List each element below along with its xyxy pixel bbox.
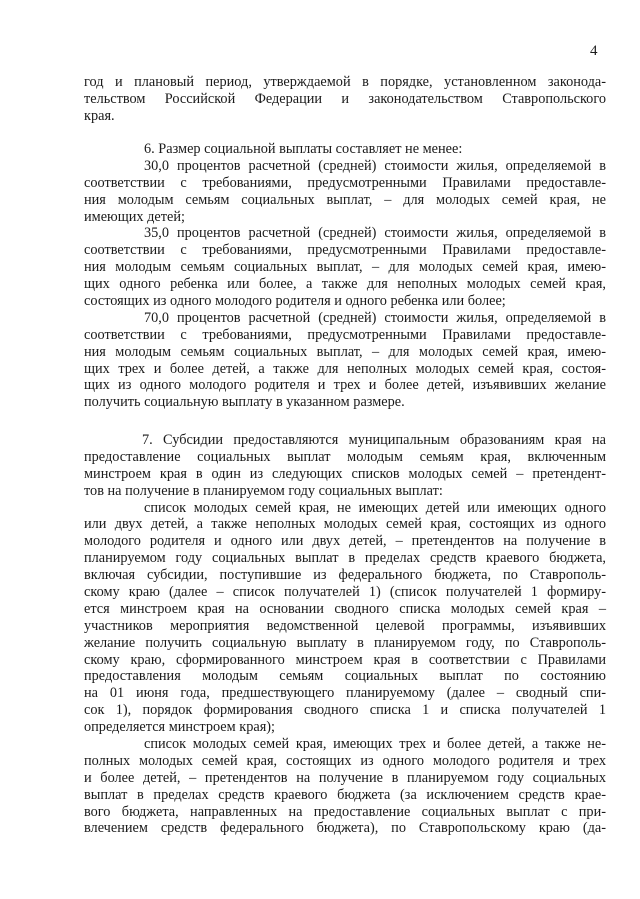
text-line: выплат в пределах средств краевого бюджета (за исключением средств крае- — [84, 786, 606, 803]
text-line: тов на получение в планируемом году социальных выплат: — [84, 482, 443, 499]
text-line: соответствии с требованиями, предусмотренными Правилами предоставле- — [84, 174, 606, 191]
text-line: получить социальную выплату в указанном размере. — [84, 394, 405, 411]
text-line: влечением средств федерального бюджета), по Ставропольскому краю (да- — [84, 820, 606, 837]
text-line: желание получить социальную выплату в планируемом году, по Ставрополь- — [84, 634, 606, 651]
text-line: включая субсидии, поступившие из федерального бюджета, по Ставрополь- — [84, 567, 606, 584]
text-line: участников мероприятия ведомственной целевой программы, изъявивших — [84, 617, 606, 634]
paragraph-continuation — [84, 74, 606, 125]
text-line: сок 1), порядок формирования сводного списка 1 и списка получателей 1 — [84, 702, 606, 719]
text-line: щих из одного молодого родителя и трех и более детей, изъявивших желание — [84, 377, 606, 394]
text-line: список молодых семей края, не имеющих детей или имеющих одного — [144, 499, 606, 516]
text-line: минстроем края в один из следующих списков молодых семей – претендент- — [84, 465, 606, 482]
text-line: щих одного ребенка или более, а также для неполных молодых семей края, — [84, 276, 606, 293]
section-7 — [84, 432, 606, 837]
text-line: щих трех и более детей, а также для неполных молодых семей края, состоя- — [84, 360, 606, 377]
section-6 — [84, 141, 606, 411]
text-line: год и плановый период, утверждаемой в порядке, установленном законода- — [84, 74, 606, 90]
section-heading: 7. Субсидии предоставляются муниципальным образованиям края на — [142, 432, 606, 448]
text-line: скому краю, сформированного минстроем края в соответствии с Правилами — [84, 651, 606, 668]
text-line: вого бюджета, направленных на предоставление социальных выплат с при- — [84, 803, 606, 820]
text-line: и более детей, – претендентов на получение в планируемом году социальных — [84, 769, 606, 786]
text-line: 35,0 процентов расчетной (средней) стоимости жилья, определяемой в — [144, 225, 606, 242]
text-line: соответствии с требованиями, предусмотренными Правилами предоставле- — [84, 326, 606, 343]
text-line: на 01 июня года, предшествующего планируемому (далее – сводный спи- — [84, 685, 606, 702]
text-line: предоставление социальных выплат молодым семьям края, включенным — [84, 448, 606, 465]
text-line: края. — [84, 107, 115, 124]
page-number: 4 — [590, 43, 598, 59]
text-line: тельством Российской Федерации и законодательством Ставропольского — [84, 90, 606, 107]
text-line: соответствии с требованиями, предусмотренными Правилами предоставле- — [84, 242, 606, 259]
text-line: определяется минстроем края); — [84, 719, 276, 736]
text-line: ния молодым семьям социальных выплат, – для молодых семей края, имею- — [84, 343, 606, 360]
section-heading: 6. Размер социальной выплаты составляет не менее: — [144, 141, 463, 157]
text-line: 30,0 процентов расчетной (средней) стоимости жилья, определяемой в — [144, 157, 606, 174]
text-line: предоставления молодым семьям социальных выплат по состоянию — [84, 668, 606, 685]
text-line: скому краю (далее – список получателей 1) (список получателей 1 формиру- — [84, 584, 606, 601]
text-line: или двух детей, а также неполных молодых семей края, состоящих из одного — [84, 516, 606, 533]
text-line: ется минстроем края на основании сводного списка молодых семей края – — [84, 600, 606, 617]
text-line: планируемом году социальных выплат в пределах средств краевого бюджета, — [84, 550, 606, 567]
text-line: состоящих из одного молодого родителя и одного ребенка или более; — [84, 293, 506, 310]
text-line: имеющих детей; — [84, 208, 185, 225]
text-line: полных молодых семей края, состоящих из одного молодого родителя и трех — [84, 752, 606, 769]
text-line: ния молодым семьям социальных выплат, – для молодых семей края, имею- — [84, 259, 606, 276]
text-line: ния молодым семьям социальных выплат, – для молодых семей края, не — [84, 191, 606, 208]
text-line: список молодых семей края, имеющих трех и более детей, а также не- — [144, 736, 606, 753]
text-line: 70,0 процентов расчетной (средней) стоимости жилья, определяемой в — [144, 309, 606, 326]
text-line: молодого родителя и одного или двух детей, – претендентов на получение в — [84, 533, 606, 550]
